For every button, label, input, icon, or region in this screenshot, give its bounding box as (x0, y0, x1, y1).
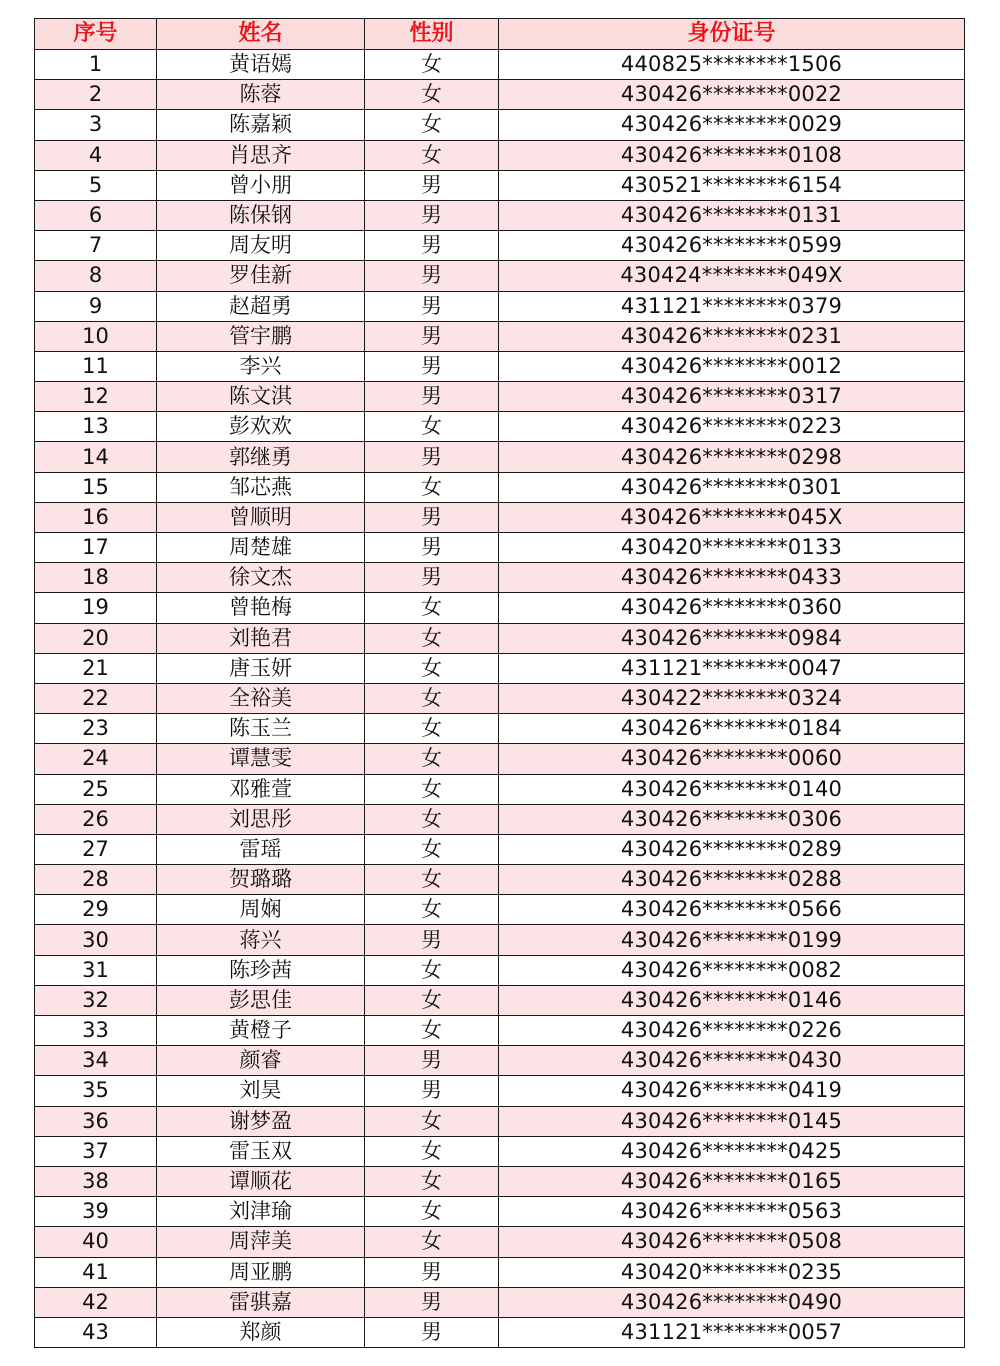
row-id-cell: 430426********0022 (499, 80, 965, 110)
row-index-cell: 7 (35, 231, 157, 261)
row-gender-cell: 男 (365, 1076, 499, 1106)
row-id-cell: 430426********0317 (499, 382, 965, 412)
row-name-cell: 周亚鹏 (157, 1257, 365, 1287)
row-gender-cell: 女 (365, 412, 499, 442)
row-gender-cell: 女 (365, 623, 499, 653)
row-id-cell: 430426********0563 (499, 1197, 965, 1227)
row-id-cell: 430426********0060 (499, 744, 965, 774)
row-index-cell: 8 (35, 261, 157, 291)
table-row (35, 1106, 965, 1136)
row-gender-cell: 男 (365, 533, 499, 563)
table-row (35, 895, 965, 925)
row-id-cell: 430424********049X (499, 261, 965, 291)
row-gender-cell: 男 (365, 382, 499, 412)
row-name-cell: 陈蓉 (157, 80, 365, 110)
row-name-cell: 刘津瑜 (157, 1197, 365, 1227)
row-index-cell: 18 (35, 563, 157, 593)
row-gender-cell: 男 (365, 502, 499, 532)
row-name-cell: 周萍美 (157, 1227, 365, 1257)
row-id-cell: 430426********0298 (499, 442, 965, 472)
row-name-cell: 管宇鹏 (157, 321, 365, 351)
row-name-cell: 陈玉兰 (157, 714, 365, 744)
table-row (35, 1257, 965, 1287)
row-gender-cell: 男 (365, 1257, 499, 1287)
row-index-cell: 19 (35, 593, 157, 623)
row-index-cell: 10 (35, 321, 157, 351)
table-row (35, 140, 965, 170)
row-name-cell: 李兴 (157, 351, 365, 381)
row-name-cell: 雷玉双 (157, 1136, 365, 1166)
row-id-cell: 430426********0145 (499, 1106, 965, 1136)
row-id-cell: 430426********0108 (499, 140, 965, 170)
row-name-cell: 唐玉妍 (157, 653, 365, 683)
table-row (35, 110, 965, 140)
row-id-cell: 430426********0419 (499, 1076, 965, 1106)
row-name-cell: 谭顺花 (157, 1166, 365, 1196)
table-row (35, 291, 965, 321)
row-id-cell: 430426********0425 (499, 1136, 965, 1166)
row-name-cell: 陈嘉颖 (157, 110, 365, 140)
row-gender-cell: 女 (365, 895, 499, 925)
row-index-cell: 3 (35, 110, 157, 140)
row-index-cell: 33 (35, 1016, 157, 1046)
table-row (35, 865, 965, 895)
row-index-cell: 37 (35, 1136, 157, 1166)
table-row (35, 563, 965, 593)
row-index-cell: 6 (35, 200, 157, 230)
row-index-cell: 38 (35, 1166, 157, 1196)
row-gender-cell: 男 (365, 200, 499, 230)
table-row (35, 170, 965, 200)
row-name-cell: 蒋兴 (157, 925, 365, 955)
row-id-cell: 430426********0223 (499, 412, 965, 442)
row-id-cell: 430426********0289 (499, 834, 965, 864)
row-id-cell: 430420********0235 (499, 1257, 965, 1287)
row-name-cell: 郭继勇 (157, 442, 365, 472)
row-index-cell: 24 (35, 744, 157, 774)
header-name: 姓名 (157, 19, 365, 50)
table-row (35, 714, 965, 744)
row-index-cell: 27 (35, 834, 157, 864)
table-row (35, 50, 965, 80)
row-gender-cell: 女 (365, 472, 499, 502)
table-row (35, 1197, 965, 1227)
table-row (35, 351, 965, 381)
row-name-cell: 邹芯燕 (157, 472, 365, 502)
row-gender-cell: 女 (365, 1136, 499, 1166)
table-row (35, 472, 965, 502)
row-name-cell: 雷瑶 (157, 834, 365, 864)
row-gender-cell: 男 (365, 1287, 499, 1317)
table-row (35, 955, 965, 985)
row-index-cell: 36 (35, 1106, 157, 1136)
row-index-cell: 32 (35, 985, 157, 1015)
row-index-cell: 23 (35, 714, 157, 744)
row-id-cell: 430426********0301 (499, 472, 965, 502)
row-index-cell: 1 (35, 50, 157, 80)
table-row (35, 1227, 965, 1257)
table-row (35, 321, 965, 351)
row-index-cell: 14 (35, 442, 157, 472)
row-id-cell: 430420********0133 (499, 533, 965, 563)
row-gender-cell: 男 (365, 563, 499, 593)
row-index-cell: 11 (35, 351, 157, 381)
table-row (35, 502, 965, 532)
row-gender-cell: 男 (365, 442, 499, 472)
row-index-cell: 21 (35, 653, 157, 683)
row-id-cell: 430426********0508 (499, 1227, 965, 1257)
row-id-cell: 430426********0012 (499, 351, 965, 381)
row-index-cell: 20 (35, 623, 157, 653)
row-id-cell: 430426********0199 (499, 925, 965, 955)
row-name-cell: 刘昊 (157, 1076, 365, 1106)
row-id-cell: 430426********045X (499, 502, 965, 532)
row-name-cell: 贺璐璐 (157, 865, 365, 895)
row-gender-cell: 女 (365, 80, 499, 110)
row-name-cell: 颜睿 (157, 1046, 365, 1076)
roster-table (34, 18, 965, 1348)
row-index-cell: 34 (35, 1046, 157, 1076)
row-index-cell: 31 (35, 955, 157, 985)
row-name-cell: 曾顺明 (157, 502, 365, 532)
row-name-cell: 陈保钢 (157, 200, 365, 230)
row-gender-cell: 男 (365, 170, 499, 200)
row-id-cell: 430426********0231 (499, 321, 965, 351)
table-row (35, 1166, 965, 1196)
row-name-cell: 徐文杰 (157, 563, 365, 593)
row-id-cell: 430426********0146 (499, 985, 965, 1015)
row-gender-cell: 女 (365, 653, 499, 683)
table-row (35, 804, 965, 834)
row-name-cell: 罗佳新 (157, 261, 365, 291)
table-row (35, 231, 965, 261)
table-row (35, 683, 965, 713)
row-id-cell: 430426********0140 (499, 774, 965, 804)
header-index: 序号 (35, 19, 157, 50)
row-name-cell: 赵超勇 (157, 291, 365, 321)
row-index-cell: 39 (35, 1197, 157, 1227)
row-id-cell: 430426********0131 (499, 200, 965, 230)
row-id-cell: 430426********0566 (499, 895, 965, 925)
table-row (35, 925, 965, 955)
row-index-cell: 26 (35, 804, 157, 834)
row-name-cell: 彭欢欢 (157, 412, 365, 442)
table-row (35, 261, 965, 291)
table-row (35, 80, 965, 110)
row-gender-cell: 男 (365, 321, 499, 351)
row-name-cell: 周友明 (157, 231, 365, 261)
row-gender-cell: 女 (365, 1106, 499, 1136)
row-gender-cell: 男 (365, 925, 499, 955)
row-gender-cell: 男 (365, 291, 499, 321)
row-name-cell: 邓雅萱 (157, 774, 365, 804)
row-index-cell: 4 (35, 140, 157, 170)
header-gender: 性别 (365, 19, 499, 50)
row-gender-cell: 女 (365, 985, 499, 1015)
row-index-cell: 12 (35, 382, 157, 412)
row-name-cell: 郑颜 (157, 1317, 365, 1347)
row-id-cell: 440825********1506 (499, 50, 965, 80)
row-id-cell: 430426********0306 (499, 804, 965, 834)
row-name-cell: 曾小朋 (157, 170, 365, 200)
header-id-number: 身份证号 (499, 19, 965, 50)
table-row (35, 1287, 965, 1317)
row-index-cell: 40 (35, 1227, 157, 1257)
row-id-cell: 430426********0360 (499, 593, 965, 623)
row-gender-cell: 女 (365, 110, 499, 140)
row-gender-cell: 女 (365, 683, 499, 713)
row-name-cell: 全裕美 (157, 683, 365, 713)
row-gender-cell: 男 (365, 1046, 499, 1076)
row-id-cell: 430426********0430 (499, 1046, 965, 1076)
row-name-cell: 周楚雄 (157, 533, 365, 563)
row-index-cell: 29 (35, 895, 157, 925)
row-name-cell: 刘艳君 (157, 623, 365, 653)
row-name-cell: 黄橙子 (157, 1016, 365, 1046)
table-row (35, 1016, 965, 1046)
row-gender-cell: 女 (365, 50, 499, 80)
table-row (35, 442, 965, 472)
row-id-cell: 431121********0047 (499, 653, 965, 683)
row-name-cell: 谢梦盈 (157, 1106, 365, 1136)
table-row (35, 533, 965, 563)
row-name-cell: 陈珍茜 (157, 955, 365, 985)
table-row (35, 382, 965, 412)
row-index-cell: 22 (35, 683, 157, 713)
row-gender-cell: 女 (365, 140, 499, 170)
row-name-cell: 周娴 (157, 895, 365, 925)
row-gender-cell: 男 (365, 1317, 499, 1347)
row-id-cell: 430426********0165 (499, 1166, 965, 1196)
row-name-cell: 彭思佳 (157, 985, 365, 1015)
table-row (35, 653, 965, 683)
row-gender-cell: 女 (365, 804, 499, 834)
table-row (35, 593, 965, 623)
row-gender-cell: 女 (365, 774, 499, 804)
row-id-cell: 430426********0226 (499, 1016, 965, 1046)
row-id-cell: 431121********0379 (499, 291, 965, 321)
table-row (35, 623, 965, 653)
row-gender-cell: 女 (365, 955, 499, 985)
row-gender-cell: 男 (365, 231, 499, 261)
row-index-cell: 9 (35, 291, 157, 321)
row-id-cell: 430426********0288 (499, 865, 965, 895)
row-id-cell: 430426********0029 (499, 110, 965, 140)
row-gender-cell: 女 (365, 1197, 499, 1227)
row-index-cell: 35 (35, 1076, 157, 1106)
row-id-cell: 430426********0490 (499, 1287, 965, 1317)
row-index-cell: 25 (35, 774, 157, 804)
table-row (35, 412, 965, 442)
roster-body (35, 50, 965, 1348)
table-row (35, 834, 965, 864)
row-index-cell: 28 (35, 865, 157, 895)
row-id-cell: 430426********0599 (499, 231, 965, 261)
row-index-cell: 13 (35, 412, 157, 442)
row-gender-cell: 女 (365, 834, 499, 864)
table-row (35, 1317, 965, 1347)
row-index-cell: 17 (35, 533, 157, 563)
table-row (35, 774, 965, 804)
row-id-cell: 430426********0082 (499, 955, 965, 985)
row-gender-cell: 女 (365, 1016, 499, 1046)
row-gender-cell: 女 (365, 865, 499, 895)
row-index-cell: 43 (35, 1317, 157, 1347)
row-index-cell: 5 (35, 170, 157, 200)
table-row (35, 1046, 965, 1076)
row-index-cell: 42 (35, 1287, 157, 1317)
row-index-cell: 2 (35, 80, 157, 110)
row-id-cell: 430426********0984 (499, 623, 965, 653)
table-row (35, 985, 965, 1015)
row-gender-cell: 女 (365, 714, 499, 744)
row-id-cell: 430422********0324 (499, 683, 965, 713)
row-gender-cell: 女 (365, 1166, 499, 1196)
row-gender-cell: 女 (365, 744, 499, 774)
row-index-cell: 41 (35, 1257, 157, 1287)
row-name-cell: 谭慧雯 (157, 744, 365, 774)
row-name-cell: 陈文淇 (157, 382, 365, 412)
table-row (35, 744, 965, 774)
table-row (35, 1076, 965, 1106)
row-gender-cell: 女 (365, 1227, 499, 1257)
header-row (35, 19, 965, 50)
row-name-cell: 曾艳梅 (157, 593, 365, 623)
row-id-cell: 431121********0057 (499, 1317, 965, 1347)
table-row (35, 200, 965, 230)
row-name-cell: 黄语嫣 (157, 50, 365, 80)
row-id-cell: 430426********0433 (499, 563, 965, 593)
row-name-cell: 肖思齐 (157, 140, 365, 170)
row-gender-cell: 男 (365, 351, 499, 381)
table-row (35, 1136, 965, 1166)
row-index-cell: 15 (35, 472, 157, 502)
row-gender-cell: 女 (365, 593, 499, 623)
row-index-cell: 30 (35, 925, 157, 955)
row-name-cell: 雷骐嘉 (157, 1287, 365, 1317)
row-gender-cell: 男 (365, 261, 499, 291)
row-id-cell: 430521********6154 (499, 170, 965, 200)
row-name-cell: 刘思彤 (157, 804, 365, 834)
row-id-cell: 430426********0184 (499, 714, 965, 744)
row-index-cell: 16 (35, 502, 157, 532)
